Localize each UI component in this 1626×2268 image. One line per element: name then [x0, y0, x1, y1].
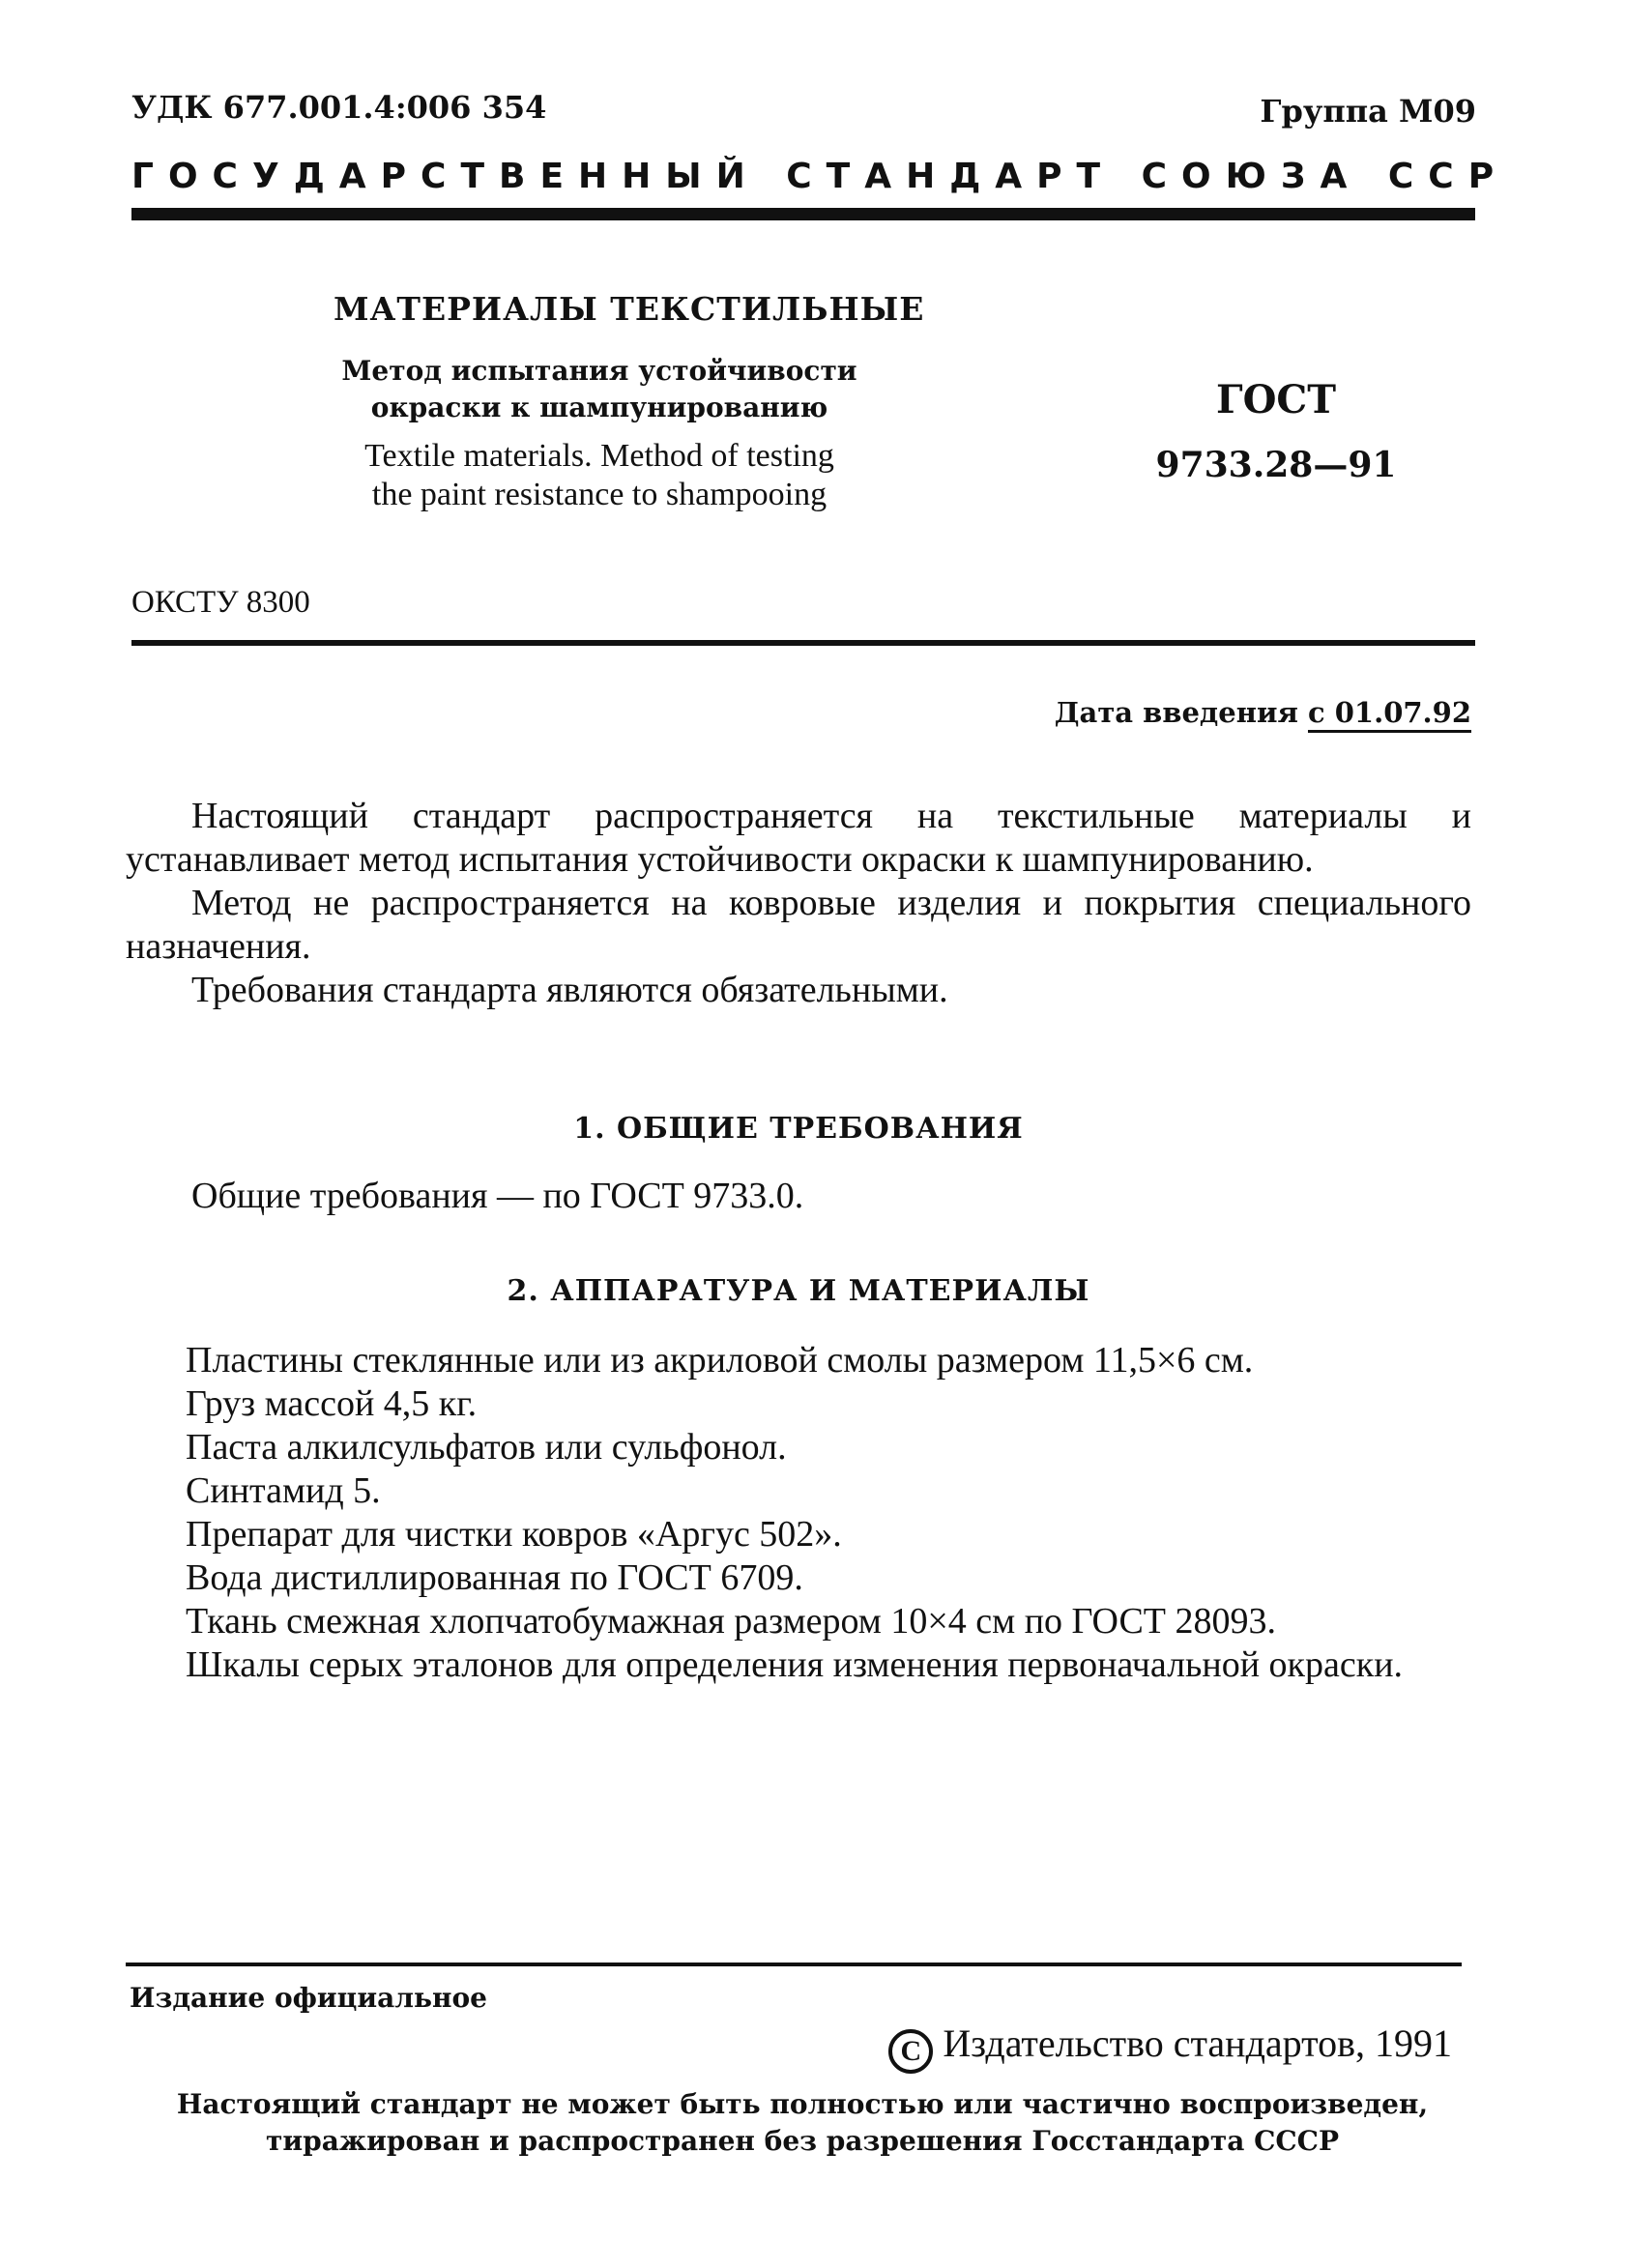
materials-list: [126, 1339, 1471, 1687]
copyright-text: Издательство стандартов, 1991: [943, 2021, 1452, 2065]
footer-rule: [126, 1963, 1462, 1966]
method-title-ru-line1: Метод испытания устойчивости: [341, 355, 857, 387]
list-item: Препарат для чистки ковров «Аргус 502».: [186, 1514, 842, 1555]
section-1-text-block: [126, 1175, 1471, 1218]
intro-paragraph: Требования стандарта являются обязательными.: [191, 970, 948, 1010]
state-standard-title: ГОСУДАРСТВЕННЫЙ СТАНДАРТ СОЮЗА ССР: [131, 157, 1509, 196]
method-title-en: [290, 437, 909, 514]
list-item: Пластины стеклянные или из акриловой смолы размером 11,5×6 см.: [186, 1340, 1254, 1381]
official-edition-label: Издание официальное: [130, 1982, 487, 2014]
gost-number: 9733.28—91: [1155, 445, 1397, 485]
section-2-heading: 2. АППАРАТУРА И МАТЕРИАЛЫ: [507, 1274, 1090, 1308]
intro-paragraph: Настоящий стандарт распространяется на текстильные материалы и устанавливает метод испытания устойчивости окраски к шампунированию.: [126, 796, 1471, 880]
intro-text: [126, 795, 1471, 1012]
list-item: Шкалы серых эталонов для определения изменения первоначальной окраски.: [186, 1644, 1404, 1685]
section-1-text: Общие требования — по ГОСТ 9733.0.: [191, 1176, 804, 1216]
materials-title: МАТЕРИАЛЫ ТЕКСТИЛЬНЫЕ: [334, 290, 925, 328]
intro-paragraph: Метод не распространяется на ковровые изделия и покрытия специального назначения.: [126, 883, 1471, 967]
header-rule: [131, 208, 1475, 220]
copyright-icon: C: [888, 2029, 933, 2074]
gost-label: ГОСТ: [1215, 377, 1337, 422]
list-item: Вода дистиллированная по ГОСТ 6709.: [186, 1557, 803, 1598]
date-value: с 01.07.92: [1307, 696, 1471, 729]
method-title-ru: [329, 353, 870, 426]
okstu-rule: [131, 640, 1475, 646]
okstu-code: ОКСТУ 8300: [131, 585, 310, 620]
method-title-en-line2: the paint resistance to shampooing: [371, 477, 828, 512]
method-title-ru-line2: окраски к шампунированию: [370, 392, 828, 423]
reproduction-notice: [126, 2086, 1479, 2160]
group-code: Группа М09: [1260, 93, 1476, 130]
list-item: Ткань смежная хлопчатобумажная размером 10×4 см по ГОСТ 28093.: [186, 1601, 1277, 1642]
date-label: Дата введения: [1054, 696, 1298, 729]
udk-code: УДК 677.001.4:006 354: [131, 89, 547, 126]
date-of-introduction: [1055, 696, 1471, 729]
copyright: [888, 2021, 1452, 2074]
list-item: Груз массой 4,5 кг.: [186, 1383, 478, 1424]
section-1-heading: 1. ОБЩИЕ ТРЕБОВАНИЯ: [573, 1112, 1024, 1146]
notice-line1: Настоящий стандарт не может быть полностью или частично воспроизведен,: [176, 2088, 1429, 2120]
method-title-en-line1: Textile materials. Method of testing: [364, 438, 834, 474]
list-item: Синтамид 5.: [186, 1470, 381, 1511]
notice-line2: тиражирован и распространен без разрешения Госстандарта СССР: [266, 2125, 1339, 2157]
list-item: Паста алкилсульфатов или сульфонол.: [186, 1427, 787, 1468]
